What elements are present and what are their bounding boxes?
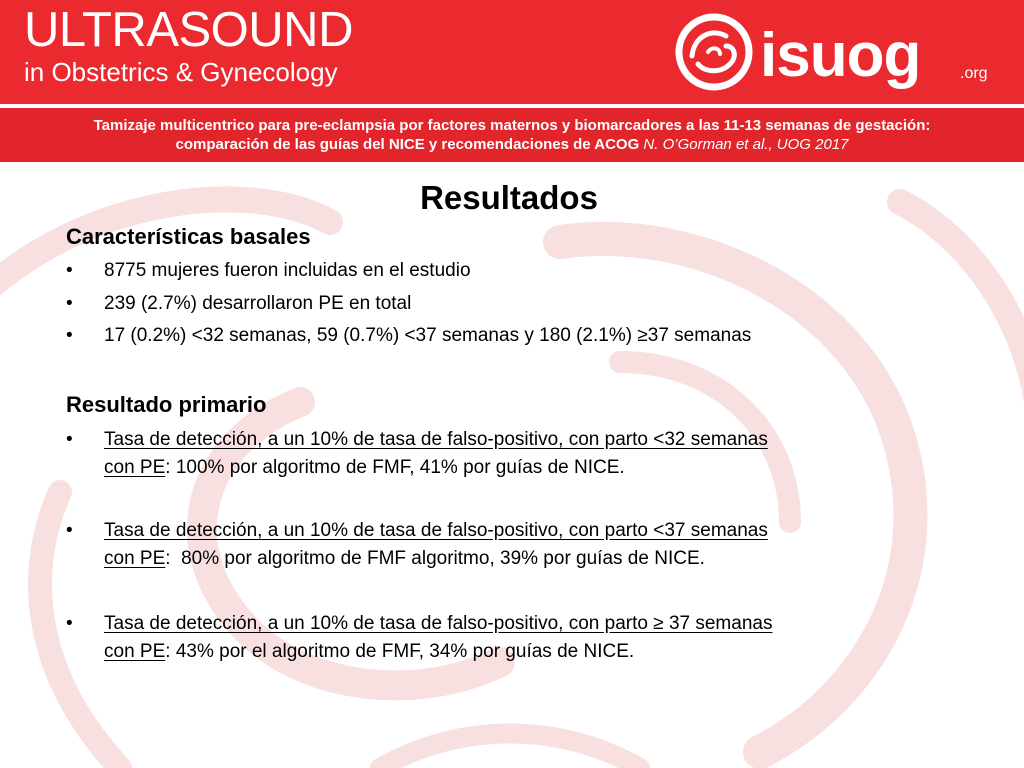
baseline-item-text: 17 (0.2%) <32 semanas, 59 (0.7%) <37 semanas y 180 (2.1%) ≥37 semanas xyxy=(104,325,752,346)
citation-authors: N. O’Gorman et al., UOG 2017 xyxy=(643,136,849,153)
outcome-definition-end: con PE xyxy=(104,548,166,569)
outcome-result: : 80% por algoritmo de FMF algoritmo, 39% por guías de NICE. xyxy=(165,548,705,569)
primary-outcome-item xyxy=(66,426,946,482)
baseline-item xyxy=(66,290,946,318)
baseline-item-text: 239 (2.7%) desarrollaron PE en total xyxy=(104,293,412,314)
citation-title-end: comparación de las guías del NICE y recomendaciones de ACOG xyxy=(175,136,640,153)
logo-suffix: .org xyxy=(960,65,988,82)
outcome-definition: Tasa de detección, a un 10% de tasa de falso-positivo, con parto ≥ 37 semanas xyxy=(104,613,773,634)
outcome-definition-end: con PE xyxy=(104,641,166,662)
journal-title-line2: in Obstetrics & Gynecology xyxy=(24,57,338,87)
baseline-item xyxy=(66,322,946,350)
citation-banner xyxy=(0,108,1024,162)
bullet-symbol: • xyxy=(66,260,73,281)
logo-wordmark: isuog xyxy=(760,21,921,90)
slide-title-text: Resultados xyxy=(420,179,598,216)
outcome-definition: Tasa de detección, a un 10% de tasa de falso-positivo, con parto <37 semanas xyxy=(104,520,768,541)
outcome-result: : 43% por el algoritmo de FMF, 34% por guías de NICE. xyxy=(165,641,635,662)
outcome-definition: Tasa de detección, a un 10% de tasa de falso-positivo, con parto <32 semanas xyxy=(104,429,768,450)
primary-outcome-item xyxy=(66,610,946,666)
baseline-item xyxy=(66,257,946,285)
primary-outcome-text xyxy=(104,426,946,482)
slide-title xyxy=(0,178,1024,218)
outcome-definition-end: con PE xyxy=(104,457,166,478)
citation-line2 xyxy=(0,135,1024,154)
bullet-symbol: • xyxy=(66,325,73,346)
baseline-heading: Características basales xyxy=(66,224,311,249)
primary-outcome-item xyxy=(66,517,946,573)
citation-line1: Tamizaje multicentrico para pre-eclampsia por factores maternos y biomarcadores a las 11-13 semanas de gestación: xyxy=(93,117,931,134)
primary-outcome-text xyxy=(104,517,946,573)
outcome-result: : 100% por algoritmo de FMF, 41% por guías de NICE. xyxy=(165,457,625,478)
primary-outcome-text xyxy=(104,610,946,666)
bullet-symbol: • xyxy=(66,429,73,450)
primary-outcome-heading: Resultado primario xyxy=(66,392,267,417)
journal-title-line1: ULTRASOUND xyxy=(24,3,353,57)
isuog-logo xyxy=(668,6,998,98)
bullet-symbol: • xyxy=(66,293,73,314)
journal-header xyxy=(0,0,1024,104)
bullet-symbol: • xyxy=(66,520,73,541)
bullet-symbol: • xyxy=(66,613,73,634)
baseline-item-text: 8775 mujeres fueron incluidas en el estudio xyxy=(104,260,471,281)
